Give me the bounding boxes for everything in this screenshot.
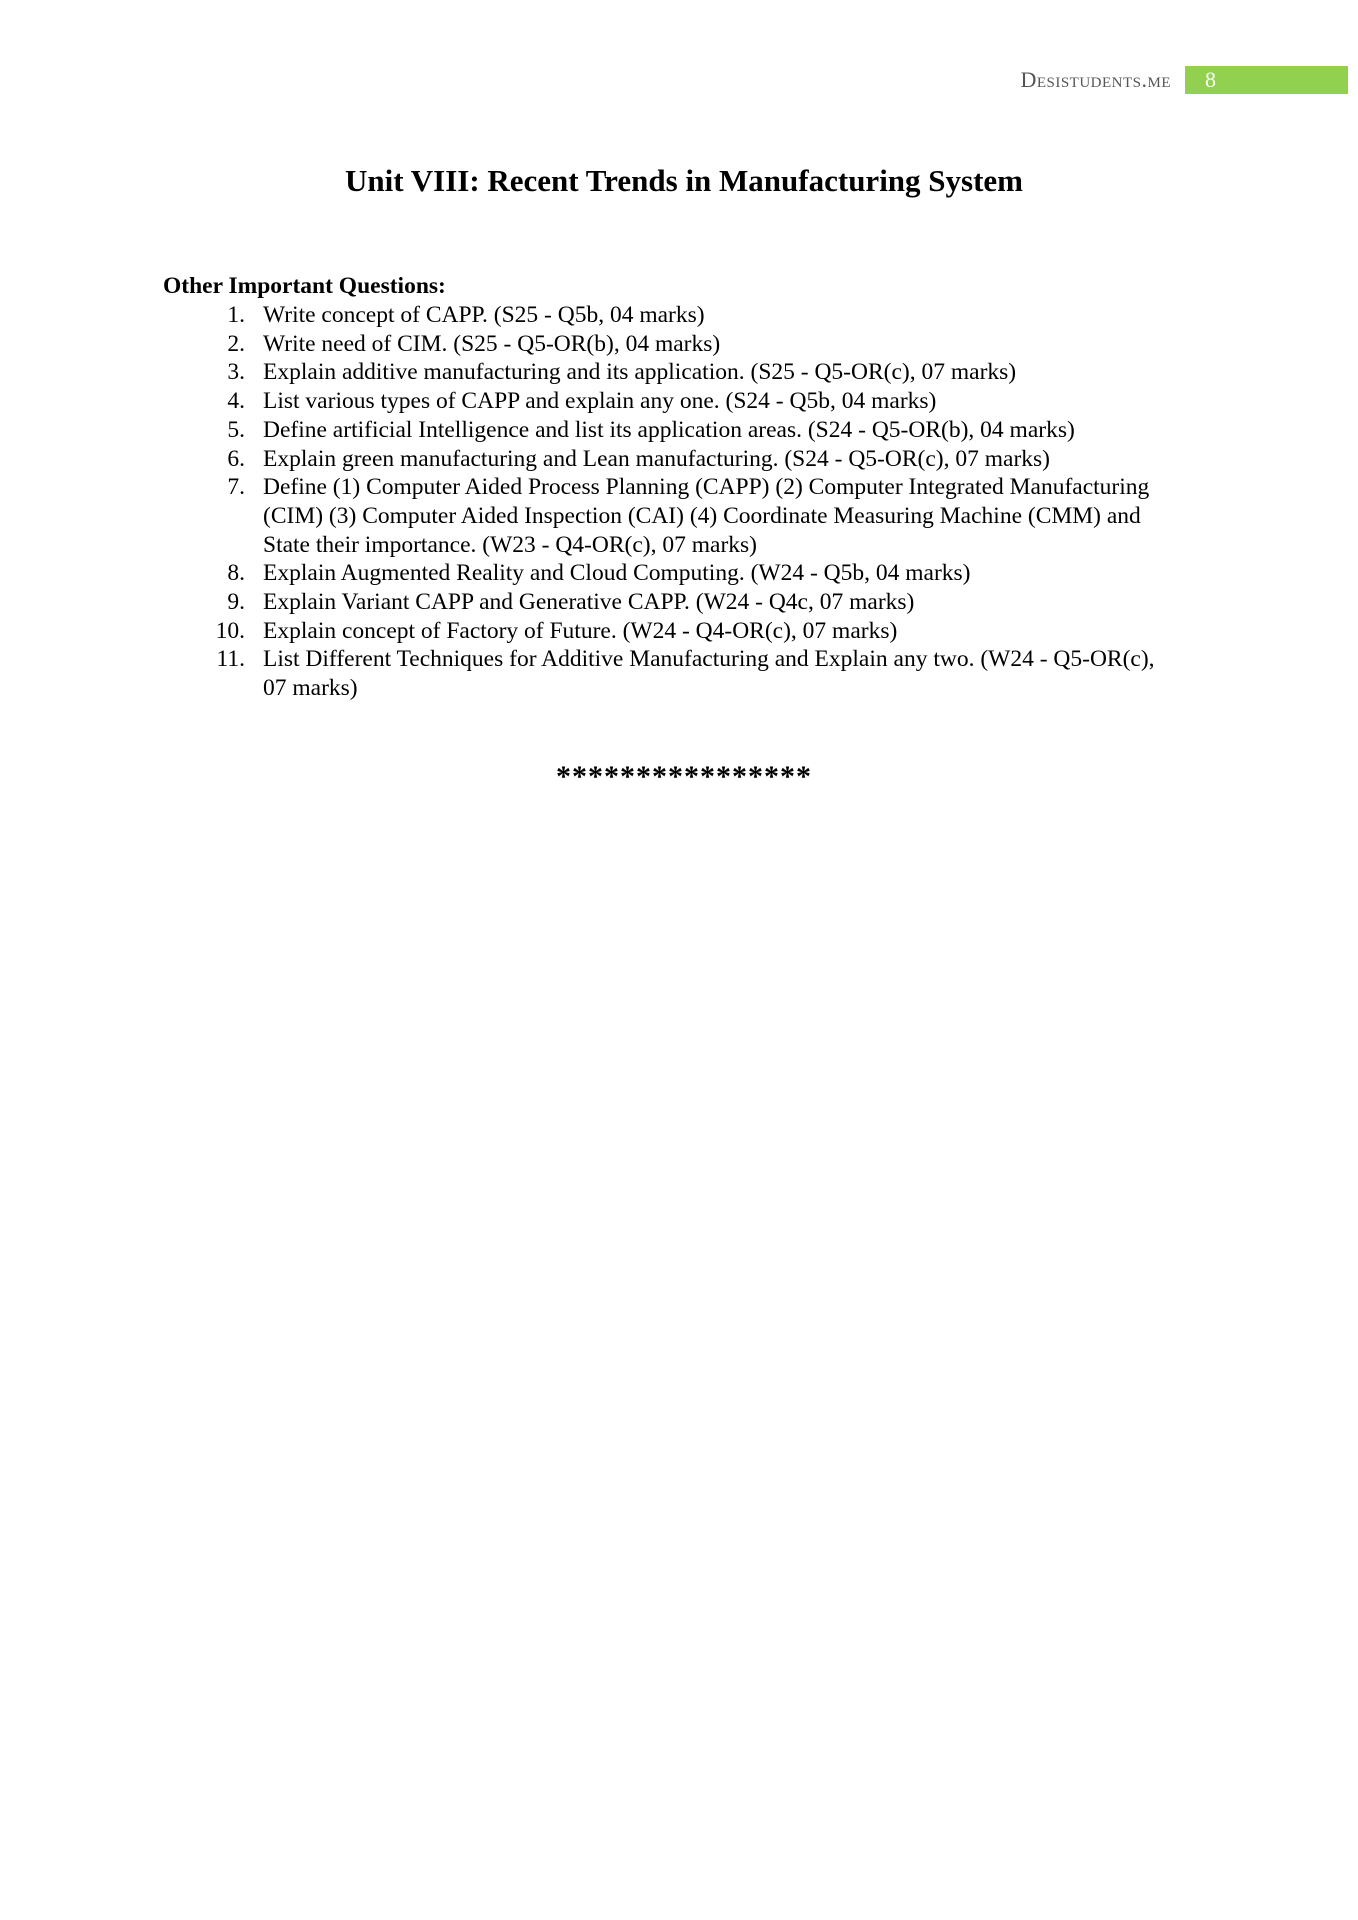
question-item <box>163 416 1163 445</box>
question-item <box>163 617 1163 646</box>
questions-section <box>163 272 1163 703</box>
question-item <box>163 301 1163 330</box>
question-number: 4. <box>227 388 245 415</box>
question-item <box>163 330 1163 359</box>
section-heading: Other Important Questions: <box>163 273 446 299</box>
question-item <box>163 387 1163 416</box>
question-number: 5. <box>227 416 245 443</box>
question-item <box>163 588 1163 617</box>
question-item <box>163 473 1163 559</box>
question-number: 2. <box>227 330 245 357</box>
question-number: 3. <box>227 359 245 386</box>
question-text: Write concept of CAPP. (S25 - Q5b, 04 marks) <box>263 302 705 328</box>
question-text: List Different Techniques for Additive Manufacturing and Explain any two. (W24 - Q5-OR(c), 07 marks) <box>263 646 1155 702</box>
question-list <box>163 301 1163 703</box>
question-text: Explain green manufacturing and Lean manufacturing. (S24 - Q5-OR(c), 07 marks) <box>263 445 1050 472</box>
question-number: 8. <box>227 560 245 587</box>
question-text: Define (1) Computer Aided Process Planning (CAPP) (2) Computer Integrated Manufacturing (CIM) (3) Computer Aided Inspection (CAI) (4) Coordinate Measuring Machine (CMM) and State their importance. (W23 - Q4-OR(c), 07 marks) <box>263 474 1150 558</box>
question-number: 10. <box>215 617 245 644</box>
question-text: Explain Variant CAPP and Generative CAPP. (W24 - Q4c, 07 marks) <box>263 589 915 616</box>
page-header <box>1020 66 1348 94</box>
end-of-section-marker: **************** <box>556 760 812 793</box>
question-number: 6. <box>227 445 245 472</box>
question-item <box>163 559 1163 588</box>
question-number: 11. <box>216 646 245 673</box>
header-site-name: Desistudents.me <box>1020 67 1171 92</box>
question-text: Define artificial Intelligence and list its application areas. (S24 - Q5-OR(b), 04 marks) <box>263 416 1075 443</box>
question-number: 9. <box>227 589 245 616</box>
question-item <box>163 358 1163 387</box>
question-number: 1. <box>227 302 245 328</box>
page-number-badge: 8 <box>1185 66 1348 94</box>
question-number: 7. <box>227 474 245 501</box>
question-text: Explain Augmented Reality and Cloud Computing. (W24 - Q5b, 04 marks) <box>263 560 971 587</box>
page-title: Unit VIII: Recent Trends in Manufacturing System <box>344 163 1024 198</box>
question-text: Explain concept of Factory of Future. (W24 - Q4-OR(c), 07 marks) <box>263 617 898 644</box>
question-item <box>163 445 1163 474</box>
question-item <box>163 645 1163 702</box>
question-text: Explain additive manufacturing and its application. (S25 - Q5-OR(c), 07 marks) <box>263 359 1017 386</box>
question-text: List various types of CAPP and explain any one. (S24 - Q5b, 04 marks) <box>263 388 937 415</box>
question-text: Write need of CIM. (S25 - Q5-OR(b), 04 marks) <box>263 330 721 357</box>
